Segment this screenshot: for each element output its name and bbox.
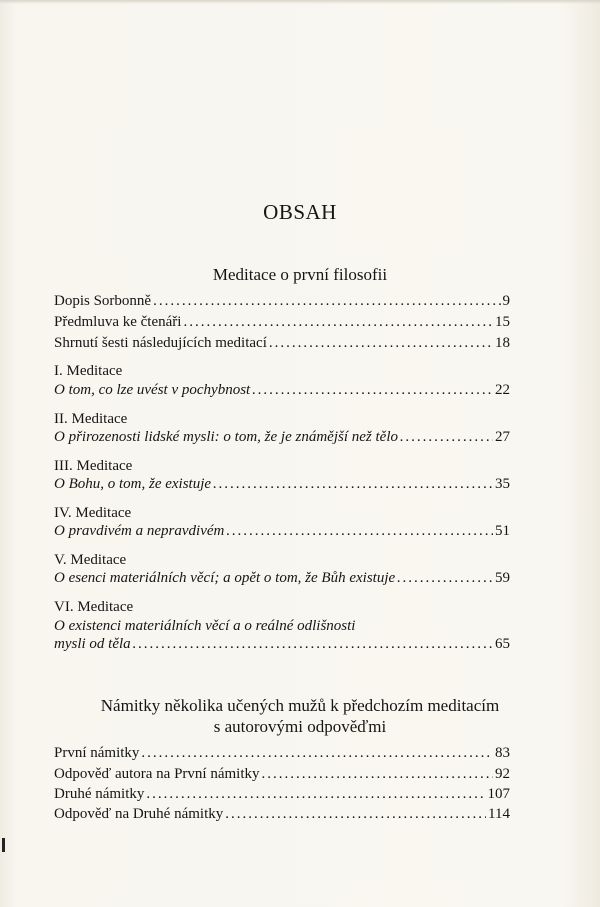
toc-entry xyxy=(54,785,510,803)
toc-page-number: 83 xyxy=(495,745,510,761)
toc-entry xyxy=(54,313,510,331)
toc-leader-dots xyxy=(213,475,493,493)
section-heading-meditations: Meditace o první filosofii xyxy=(212,265,388,284)
toc-entry xyxy=(54,569,510,587)
toc-leader-dots xyxy=(133,635,493,653)
toc-entry xyxy=(54,475,510,493)
toc-entry-label: Druhé námitky xyxy=(54,786,145,802)
toc-entry-label: Odpověď autora na První námitky xyxy=(54,766,260,782)
toc-entry xyxy=(54,744,510,762)
toc-entry-label: O esenci materiálních věcí; a opět o tom, že Bůh existuje xyxy=(54,570,396,586)
toc-entry-label: O Bohu, o tom, že existuje xyxy=(54,476,212,492)
toc-page-number: 27 xyxy=(495,429,510,445)
section-heading-objections-line2: s autorovými odpověďmi xyxy=(213,717,387,736)
toc-leader-dots xyxy=(153,292,500,310)
page-title: OBSAH xyxy=(263,200,337,224)
toc-entry xyxy=(54,292,510,310)
toc-leader-dots xyxy=(252,381,493,399)
toc-entry-label: O existenci materiálních věcí a o reálné odlišnosti xyxy=(54,618,356,634)
toc-page-number: 9 xyxy=(502,293,510,309)
meditation-number: III. Meditace xyxy=(54,458,133,474)
toc-page-number: 65 xyxy=(495,636,510,652)
toc-leader-dots xyxy=(262,765,494,783)
toc-leader-dots xyxy=(146,785,485,803)
toc-entry-label: Shrnutí šesti následujících meditací xyxy=(54,335,267,351)
toc-entry xyxy=(54,805,510,823)
toc-leader-dots xyxy=(269,334,493,352)
toc-page-number: 15 xyxy=(495,314,510,330)
page-edge-mark xyxy=(2,838,5,852)
toc-entry-label: O přirozenosti lidské mysli: o tom, že je známější než tělo xyxy=(54,429,398,445)
toc-entry xyxy=(54,381,510,399)
toc-entry-label: mysli od těla xyxy=(54,636,131,652)
meditation-number: IV. Meditace xyxy=(54,505,132,521)
toc-leader-dots xyxy=(141,744,493,762)
toc-entry xyxy=(54,428,510,446)
toc-leader-dots xyxy=(226,522,493,540)
toc-entry xyxy=(54,522,510,540)
toc-page-number: 18 xyxy=(495,335,510,351)
toc-entry xyxy=(54,635,510,653)
toc-entry-label: První námitky xyxy=(54,745,140,761)
meditation-number: II. Meditace xyxy=(54,411,128,427)
meditation-number: VI. Meditace xyxy=(54,599,134,615)
toc-page-number: 59 xyxy=(495,570,510,586)
toc-leader-dots xyxy=(183,313,493,331)
toc-entry xyxy=(54,765,510,783)
meditation-number: V. Meditace xyxy=(54,552,127,568)
toc-entry xyxy=(54,334,510,352)
toc-entry-label: Dopis Sorbonně xyxy=(54,293,152,309)
toc-leader-dots xyxy=(225,805,486,823)
meditation-number: I. Meditace xyxy=(54,363,123,379)
toc-page-number: 22 xyxy=(495,382,510,398)
toc-entry-label: Odpověď na Druhé námitky xyxy=(54,806,224,822)
toc-leader-dots xyxy=(400,428,493,446)
toc-entry-label: O pravdivém a nepravdivém xyxy=(54,523,225,539)
toc-page-number: 107 xyxy=(487,786,510,802)
toc-page-number: 51 xyxy=(495,523,510,539)
toc-entry-label: O tom, co lze uvést v pochybnost xyxy=(54,382,251,398)
page-top-edge xyxy=(0,0,600,4)
section-heading-objections: Námitky několika učených mužů k předchozím meditacím xyxy=(100,696,500,715)
toc-leader-dots xyxy=(397,569,493,587)
toc-page-number: 92 xyxy=(495,766,510,782)
toc-page-number: 35 xyxy=(495,476,510,492)
toc-page-number: 114 xyxy=(488,806,510,822)
toc-entry-label: Předmluva ke čtenáři xyxy=(54,314,182,330)
